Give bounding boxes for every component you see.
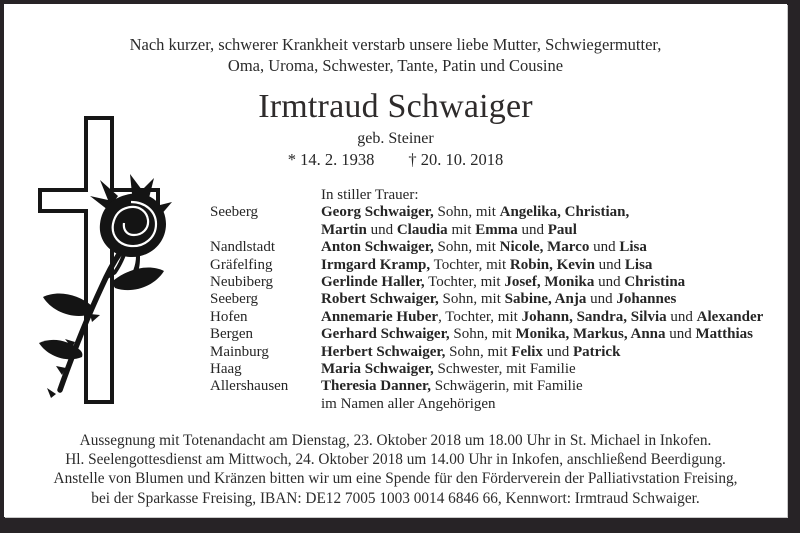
- mourner-place: Gräfelfing: [210, 256, 273, 273]
- mourning-heading: In stiller Trauer:: [321, 187, 419, 203]
- mourner-place: [210, 396, 321, 413]
- deceased-name: Irmtraud Schwaiger: [258, 88, 533, 125]
- mourner-names: Gerhard Schwaiger, Sohn, mit Monika, Markus, Anna und Matthias: [321, 326, 754, 343]
- mourner-names: Herbert Schwaiger, Sohn, mit Felix und Patrick: [321, 343, 621, 360]
- service-info-line: Hl. Seelengottesdienst am Mittwoch, 24. Oktober 2018 um 14.00 Uhr in Inkofen, anschließend Beerdigung.: [65, 451, 726, 469]
- mourner-place: Seeberg: [210, 291, 259, 308]
- mourner-row: [210, 361, 781, 378]
- mourner-names: Georg Schwaiger, Sohn, mit Angelika, Christian, Martin und Claudia mit Emma und Paul: [321, 204, 630, 238]
- mourner-row: [210, 326, 781, 343]
- intro-text: [4, 34, 787, 76]
- mourner-place: Haag: [210, 361, 242, 378]
- birth-date: * 14. 2. 1938: [287, 150, 375, 169]
- mourner-names: im Namen aller Angehörigen: [321, 395, 496, 412]
- death-date: † 20. 10. 2018: [408, 150, 504, 169]
- mourner-row: [210, 291, 781, 308]
- mourner-row: [210, 239, 781, 256]
- mourner-place: Nandlstadt: [210, 239, 275, 256]
- mourner-place: Neubiberg: [210, 274, 274, 291]
- service-info-line: Aussegnung mit Totenandacht am Dienstag, 23. Oktober 2018 um 18.00 Uhr in St. Michael in Inkofen.: [79, 432, 712, 449]
- service-info-line: bei der Sparkasse Freising, IBAN: DE12 7005 1003 0014 6846 66, Kennwort: Irmtraud Schwaiger.: [91, 489, 700, 507]
- mourner-names: Theresia Danner, Schwägerin, mit Familie: [321, 378, 583, 395]
- mourner-names: Annemarie Huber, Tochter, mit Johann, Sandra, Silvia und Alexander: [321, 308, 764, 325]
- service-info: [4, 431, 787, 508]
- mourner-names: Anton Schwaiger, Sohn, mit Nicole, Marco und Lisa: [321, 239, 647, 256]
- mourner-place: Mainburg: [210, 343, 269, 360]
- mourner-place: Seeberg: [210, 204, 259, 221]
- mourner-row: [210, 204, 781, 239]
- mourning-section: [210, 187, 781, 413]
- mourner-names: Gerlinde Haller, Tochter, mit Josef, Monika und Christina: [321, 274, 686, 291]
- cross-icon: [40, 118, 158, 402]
- mourner-names: Robert Schwaiger, Sohn, mit Sabine, Anja und Johannes: [321, 291, 677, 308]
- mourner-names: Irmgard Kramp, Tochter, mit Robin, Kevin und Lisa: [321, 256, 653, 273]
- mourner-place: Bergen: [210, 326, 254, 343]
- intro-line: Nach kurzer, schwerer Krankheit verstarb unsere liebe Mutter, Schwiegermutter,: [129, 35, 662, 54]
- obituary-card: [4, 4, 787, 517]
- intro-line: Oma, Uroma, Schwester, Tante, Patin und Cousine: [227, 56, 564, 75]
- mourner-row: [210, 257, 781, 274]
- rose-leaf: [113, 268, 164, 291]
- mourners-list: [210, 204, 781, 413]
- mourner-place: Hofen: [210, 308, 248, 325]
- mourner-place: Allershausen: [210, 378, 289, 395]
- service-info-line: Anstelle von Blumen und Kränzen bitten wir um eine Spende für den Förderverein der Palliativstation Freising,: [53, 470, 738, 488]
- mourner-row: [210, 274, 781, 291]
- mourner-row: [210, 378, 781, 395]
- cross-with-rose-graphic: [28, 110, 178, 412]
- mourner-row: [210, 396, 781, 413]
- mourner-row: [210, 309, 781, 326]
- mourner-names: Maria Schwaiger, Schwester, mit Familie: [321, 361, 576, 378]
- maiden-name: geb. Steiner: [357, 130, 434, 147]
- mourner-row: [210, 344, 781, 361]
